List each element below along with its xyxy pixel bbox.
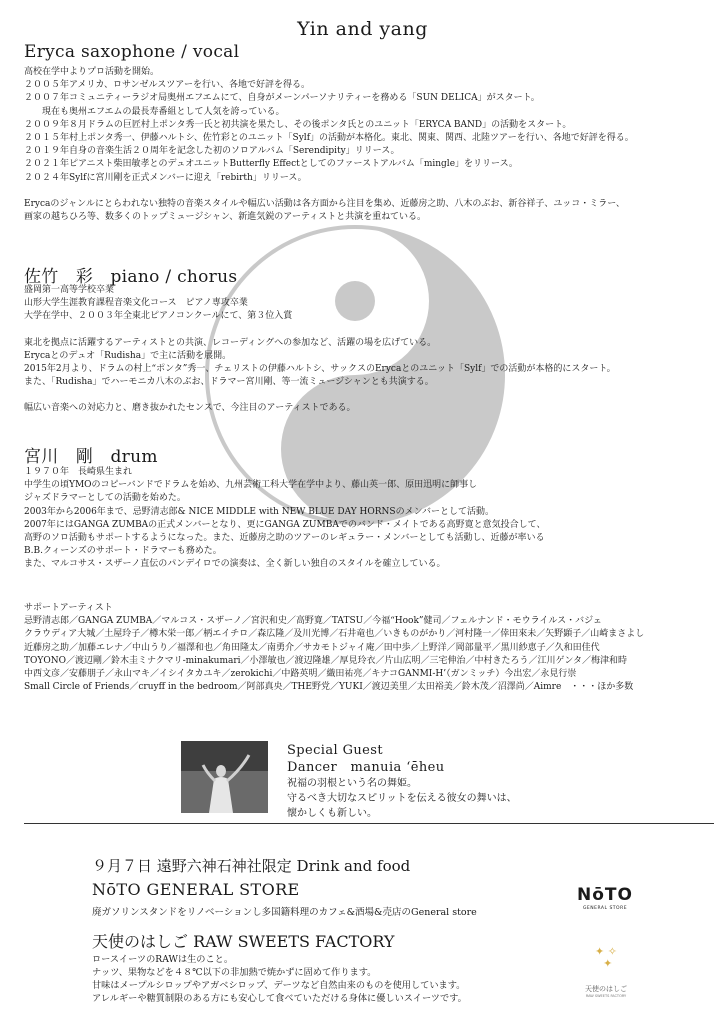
guest-info — [287, 742, 587, 821]
support-line: 近藤房之助／加藤エレナ／中山うり／福澤和也／角田隆太／南勇介／サカモトジャイ庵／田中歩／上野洋／岡部量平／黒川紗恵子／久和田佳代 — [24, 642, 600, 653]
bio-line: ２０１９年自身の音楽生活２０周年を記念した初のソロアルバム「Serendipity」リリース。 — [24, 146, 400, 157]
noto-logo — [570, 885, 640, 911]
store2-desc-line: ナッツ、果物などを４８℃以下の非加熱で焼かずに固めて作ります。 — [92, 967, 377, 978]
guest-label: Special Guest — [287, 743, 383, 758]
bio-line: 山形大学生涯教育課程音楽文化コース ピアノ専攻卒業 — [24, 298, 248, 309]
bio-line: １９７０年 長崎県生まれ — [24, 467, 133, 477]
bio-line: ２００７年コミュニティーラジオ局奥州エフエムにて、自身がメーンパーソナリティーを務める「SUN DELICA」がスタート。 — [24, 93, 540, 104]
bio-line: 2007年にはGANGA ZUMBAの正式メンバーとなり、更にGANGA ZUMBAでのバンド・メイトである高野寛と意気投合して、 — [24, 519, 546, 530]
guest-desc-line: 祝福の羽根という名の舞姫。 — [287, 778, 417, 789]
support-heading: サポートアーティスト — [24, 603, 113, 613]
bio-line: 2015年2月より、ドラムの村上“ポンタ”秀一、チェリストの伊藤ハルトシ、サックスのErycaとのユニット「Sylf」での活動が本格的にスタート。 — [24, 364, 616, 375]
bio-line: 幅広い音楽への対応力と、磨き抜かれたセンスで、今注目のアーティストである。 — [24, 403, 356, 414]
guest-desc-line: 守るべき大切なスピリットを伝える彼女の舞いは、 — [287, 793, 517, 804]
bio-line: Erycaとのデュオ「Rudisha」で主に活動を展開。 — [24, 350, 232, 361]
guest-photo — [181, 741, 268, 813]
bio-line: B.B.クィーンズのサポート・ドラマーも務めた。 — [24, 546, 222, 557]
support-line: Small Circle of Friends／cruyff in the bedroom／阿部真央／THE野党／YUKI／渡辺美里／太田裕美／鈴木茂／沼澤尚／Aimre ・・・ほか多数 — [24, 682, 634, 693]
bio-line: ２０１５年村上ポンタ秀一、伊藤ハルトシ、佐竹彩とのユニット「Sylf」の活動が本格化。東北、関東、関西、北陸ツアーを行い、各地で好評を得る。 — [24, 133, 634, 144]
store1-name: NōTO GENERAL STORE — [92, 880, 300, 899]
support-artists — [24, 602, 714, 694]
bio-line: ２０２４年Sylfに宮川剛を正式メンバーに迎え「rebirth」リリース。 — [24, 172, 307, 183]
eryca-heading: Eryca saxophone / vocal — [24, 42, 240, 62]
store1-desc: 廃ガソリンスタンドをリノベーションし多国籍料理のカフェ&酒場&売店のGeneral store — [92, 907, 477, 918]
noto-logo-text: NōTO — [577, 885, 633, 905]
store2-desc-line: ロースイーツのRAWは生のこと。 — [92, 954, 234, 965]
bio-line: 高校在学中よりプロ活動を開始。 — [24, 67, 160, 77]
support-line: 忌野清志郎／GANGA ZUMBA／マルコス・スザーノ／宮沢和史／高野寛／TATSU／今福“Hook”健司／フェルナンド・モウライルス・バジェ — [24, 616, 602, 627]
bio-line: 中学生の頃YMOのコピーバンドでドラムを始め、九州芸術工科大学在学中より、藤山英一郎、原田迅明に師事し — [24, 480, 478, 491]
bio-line: 東北を拠点に活躍するアーティストとの共演、レコーディングへの参加など、活躍の場を広げている。 — [24, 337, 437, 348]
bio-line: 2003年から2006年まで、忌野清志郎& NICE MIDDLE with NEW BLUE DAY HORNSのメンバーとして活動。 — [24, 506, 494, 517]
bio-line: 画家の越ちひろ等、数多くのトップミュージシャン、新進気鋭のアーティストと共演を重ねている。 — [24, 212, 427, 223]
satake-heading: 佐竹 彩 piano / chorus — [24, 267, 238, 287]
star-icon: ✦ ✧ ✦ — [595, 945, 617, 970]
bio-line: 高野のソロ活動もサポートするようになった。また、近藤房之助のツアーのレギュラー・メンバーとしても活動し、近藤が率いる — [24, 533, 545, 544]
store2-desc — [92, 953, 467, 1005]
store2-desc-line: 甘味はメープルシロップやアガベシロップ、デーツなど自然由来のものを使用しています。 — [92, 980, 466, 991]
bio-line: Erycaのジャンルにとらわれない独特の音楽スタイルや幅広い活動は各方面から注目を集め、近藤房之助、八木のぶお、新谷祥子、ユッコ・ミラー、 — [24, 198, 625, 209]
angel-logo-subtext: RAW SWEETS FACTORY — [585, 994, 627, 998]
food-title: ９月７日 遠野六神石神社限定 Drink and food — [92, 857, 411, 875]
miyagawa-bio — [24, 466, 714, 572]
bio-line: 盛岡第一高等学校卒業 — [24, 285, 115, 295]
bio-line: ジャズドラマーとしての活動を始めた。 — [24, 493, 186, 504]
support-line: クラウディア大城／土屋玲子／樽木栄一郎／柄エイチロ／森広隆／及川光博／石井竜也／いきものがかり／河村隆一／倖田來未／矢野顕子／山崎まさよし — [24, 629, 645, 640]
satake-bio — [24, 284, 714, 416]
bio-line: また、マルコサス・スザーノ直伝のパンデイロでの演奏は、全く新しい独自のスタイルを確立している。 — [24, 559, 446, 570]
bio-line: ２００９年８月ドラムの巨匠村上ポンタ秀一氏と初共演を果たし、その後ポンタ氏とのユニット「ERYCA BAND」の活動をスタート。 — [24, 119, 572, 130]
store2-desc-line: アレルギーや糖質制限のある方にも安心して食べていただける身体に優しいスイーツです。 — [92, 993, 467, 1004]
guest-desc-line: 懐かしくも新しい。 — [287, 808, 377, 819]
bio-line: 大学在学中、２００３年全東北ピアノコンクールにて、第３位入賞 — [24, 311, 293, 322]
section-divider — [24, 823, 714, 824]
page-title: Yin and yang — [297, 18, 428, 40]
bio-line: また、「Rudisha」でハーモニカ八木のぶお、ドラマー宮川剛、等一流ミュージシャンとも共演する。 — [24, 377, 434, 388]
bio-line: 現在も奥州エフエムの最長寿番組として人気を誇っている。 — [24, 106, 285, 117]
support-line: 中西文彦／安藤朋子／永山マキ／イシイタカユキ／zerokichi／中路英明／織田祐亮／キナコGANMI-H’（ガンミッチ）今出宏／永見行崇 — [24, 669, 577, 680]
guest-name: Dancer manuia ʻēheu — [287, 760, 445, 775]
angel-logo-text: 天使のはしご — [585, 985, 627, 993]
store2-name: 天使のはしご RAW SWEETS FACTORY — [92, 932, 395, 951]
bio-line: ２００５年アメリカ、ロサンゼルスツアーを行い、各地で好評を得る。 — [24, 80, 311, 91]
eryca-bio — [24, 66, 714, 224]
miyagawa-heading: 宮川 剛 drum — [24, 447, 158, 467]
noto-logo-subtext: GENERAL STORE — [582, 906, 628, 911]
bio-line: ２０２１年ピアニスト柴田敏孝とのデュオユニットButterfly Effectとしてのファーストアルバム「mingle」をリリース。 — [24, 159, 518, 170]
support-line: TOYONO／渡辺剛／鈴木圭ミナクマリ-minakumari／小澤敏也／渡辺隆雄／厚見玲衣／片山広明／三宅伸治／中村きたろう／江川ゲンタ／梅津和時 — [24, 655, 628, 666]
angel-ladder-logo — [576, 946, 636, 1006]
